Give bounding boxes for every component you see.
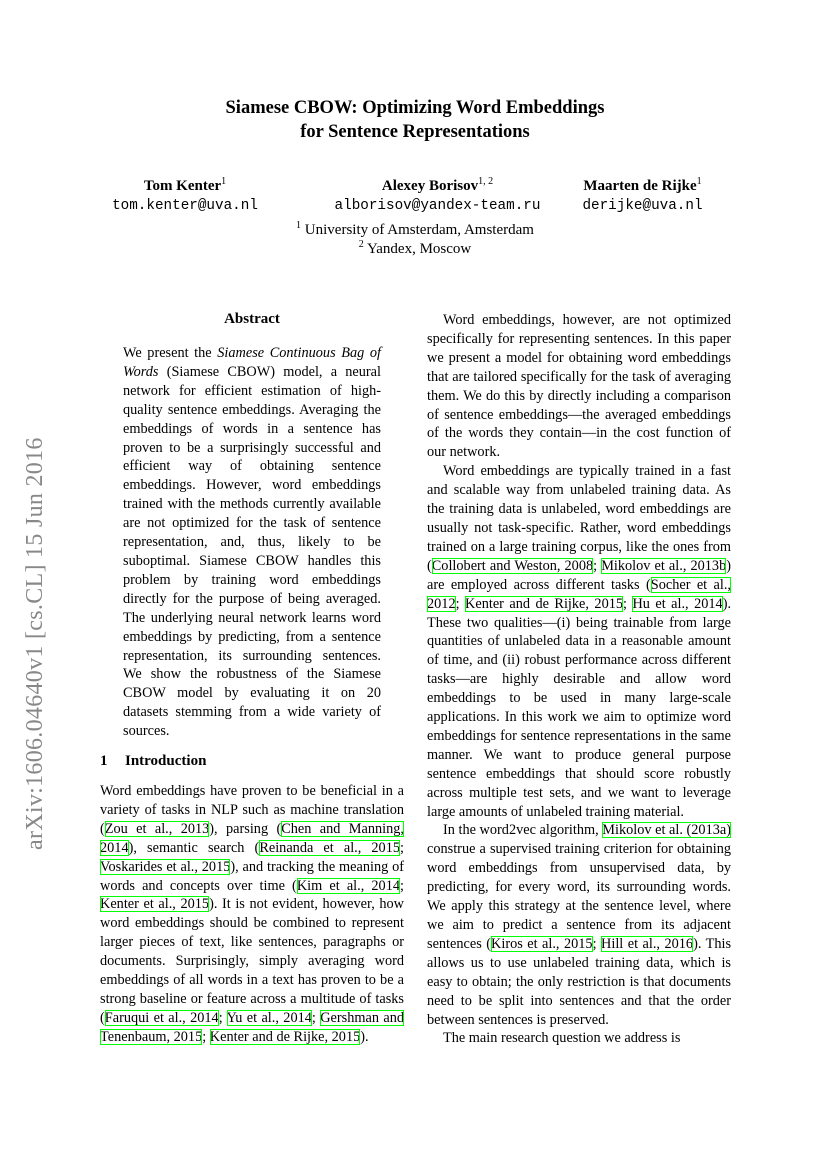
body-text: ;	[400, 839, 404, 856]
citation-link[interactable]: Gershman and Tenenbaum, 2015	[100, 1009, 404, 1045]
body-text: ;	[623, 595, 633, 612]
body-text: ). These two qualities—(i) being trainable from large quantities of unlabeled data in a reasonable amount of time, and (ii) robust performance across different tasks—are highly desirable and allow word embeddings to be used in many large-scale applications. In this work we aim to optimize word embeddings for sentence representations in the same manner. We want to produce general purpose sentence embeddings that should score robustly across multiple test sets, and we want to leverage large amounts of unlabeled training material.	[427, 595, 732, 820]
affiliation-mark: 1	[296, 220, 302, 231]
introduction-body	[100, 782, 404, 1047]
author-email: alborisov@yandex-team.ru	[334, 198, 541, 214]
citation-link[interactable]: Kiros et al., 2015	[491, 935, 593, 952]
paragraph	[427, 821, 731, 1029]
arxiv-side-stamp: arXiv:1606.04640v1 [cs.CL] 15 Jun 2016	[22, 437, 48, 850]
author-1	[100, 172, 270, 216]
citation-link[interactable]: Hu et al., 2014	[632, 595, 723, 612]
body-text: ;	[202, 1028, 210, 1045]
title-line-1: Siamese CBOW: Optimizing Word Embeddings	[225, 98, 605, 118]
citation-link[interactable]: Yu et al., 2014	[226, 1009, 312, 1026]
citation-link[interactable]: Socher et al., 2012	[427, 576, 731, 612]
body-text: Word embeddings are typically trained in a fast and scalable way from unlabeled training data. As the training data is unlabeled, word embeddings are usually not task-specific. Rather, word embeddings trained on a large training corpus, like the ones from (	[427, 463, 731, 574]
body-text: ;	[218, 1009, 227, 1026]
citation-link[interactable]: Kim et al., 2014	[296, 877, 401, 894]
body-text: ;	[592, 935, 602, 952]
author-2	[305, 172, 570, 216]
citation-link[interactable]: Collobert and Weston, 2008	[431, 557, 594, 574]
body-text: ;	[311, 1009, 321, 1026]
body-text: ;	[400, 877, 404, 894]
citation-link[interactable]: Zou et al., 2013	[104, 820, 210, 837]
paper-title	[100, 96, 730, 144]
citation-link[interactable]: Voskarides et al., 2015	[100, 858, 231, 875]
section-number: 1	[100, 753, 108, 769]
body-text: ), and tracking the meaning of words and concepts over time (	[100, 858, 404, 894]
author-affil-mark: 1	[221, 176, 227, 187]
section-heading-introduction	[100, 753, 206, 770]
body-text: ), parsing (	[209, 820, 282, 837]
author-name: Tom Kenter	[143, 178, 222, 194]
paragraph: The main research question we address is	[443, 1030, 681, 1047]
paragraph	[427, 462, 731, 821]
body-text: ) are employed across different tasks (	[427, 557, 731, 593]
citation-link[interactable]: Mikolov et al., 2013b	[601, 557, 727, 574]
body-text: construe a supervised training criterion for obtaining word embeddings from unsupervised data, by predicting, for every word, its surrounding words. We apply this strategy at the sentence level, where we aim to predict a sentence from its adjacent sentences (	[427, 841, 731, 952]
citation-link[interactable]: Kenter and de Rijke, 2015	[465, 595, 624, 612]
body-text: Word embeddings have proven to be beneficial in a variety of tasks in NLP such as machine translation (	[100, 783, 404, 837]
right-column-body	[427, 311, 731, 1048]
model-name-italic: Siamese Continuous Bag of Words	[123, 345, 381, 380]
paragraph: Word embeddings, however, are not optimized specifically for representing sentences. In this paper we present a model for obtaining word embeddings that are tailored specifically for the task of averaging them. We do this by directly including a comparison of sentence embeddings—the averaged embeddings of the words they contain—in the cost function of our network.	[427, 312, 731, 461]
affiliation-text: University of Amsterdam, Amsterdam	[304, 222, 534, 238]
body-text: ;	[593, 557, 602, 574]
body-text: ). This allows us to use unlabeled training data, which is easy to obtain; the only restriction is that documents need to be split into sentences and that the order between sentences is preserved.	[427, 935, 732, 1028]
author-email: derijke@uva.nl	[582, 198, 703, 214]
author-affil-mark: 1	[696, 176, 702, 187]
citation-link[interactable]: Chen and Manning, 2014	[100, 820, 404, 856]
author-3	[570, 172, 715, 216]
title-line-2: for Sentence Representations	[300, 122, 530, 142]
body-text: ;	[455, 595, 466, 612]
body-text: ). It is not evident, however, how word embeddings should be combined to represent larger pieces of text, like sentences, paragraphs or documents. Surprisingly, simply averaging word embeddings of all words in a text has proven to be a strong baseline or feature across a multitude of tasks (	[100, 896, 404, 1026]
citation-link[interactable]: Reinanda et al., 2015	[259, 839, 401, 856]
citation-link[interactable]: Mikolov et al. (2013a)	[602, 822, 731, 839]
citation-link[interactable]: Kenter et al., 2015	[100, 896, 210, 913]
author-affil-mark: 1, 2	[478, 176, 494, 187]
abstract-text: We present the	[123, 345, 218, 361]
citation-link[interactable]: Hill et al., 2016	[601, 935, 694, 952]
affiliation-text: Yandex, Moscow	[366, 241, 472, 257]
body-text: ), semantic search (	[128, 839, 260, 856]
abstract-text: (Siamese CBOW) model, a neural network for efficient estimation of high-quality sentence embeddings. Averaging the embeddings of words in a sentence has proven to be a surprisingly successful and efficient way of obtaining sentence embeddings. However, word embeddings trained with the methods currently available are not optimized for the task of sentence representation, and, thus, likely to be suboptimal. Siamese CBOW handles this problem by training word embeddings directly for the purpose of being averaged. The underlying neural network learns word embeddings by predicting, from a sentence representation, its surrounding sentences. We show the robustness of the Siamese CBOW model by evaluating it on 20 datasets stemming from a wide variety of sources.	[123, 363, 381, 740]
author-name: Maarten de Rijke	[583, 178, 697, 194]
citation-link[interactable]: Kenter and de Rijke, 2015	[209, 1028, 361, 1045]
body-text: In the word2vec algorithm,	[443, 822, 603, 839]
affiliation-2	[100, 235, 730, 259]
section-title: Introduction	[125, 753, 207, 769]
author-name: Alexey Borisov	[381, 178, 479, 194]
author-email: tom.kenter@uva.nl	[112, 198, 258, 214]
abstract-heading: Abstract	[224, 311, 280, 327]
body-text: ).	[360, 1028, 369, 1045]
citation-link[interactable]: Faruqui et al., 2014	[104, 1009, 219, 1026]
affiliation-mark: 2	[358, 239, 364, 250]
abstract-body	[123, 344, 381, 741]
